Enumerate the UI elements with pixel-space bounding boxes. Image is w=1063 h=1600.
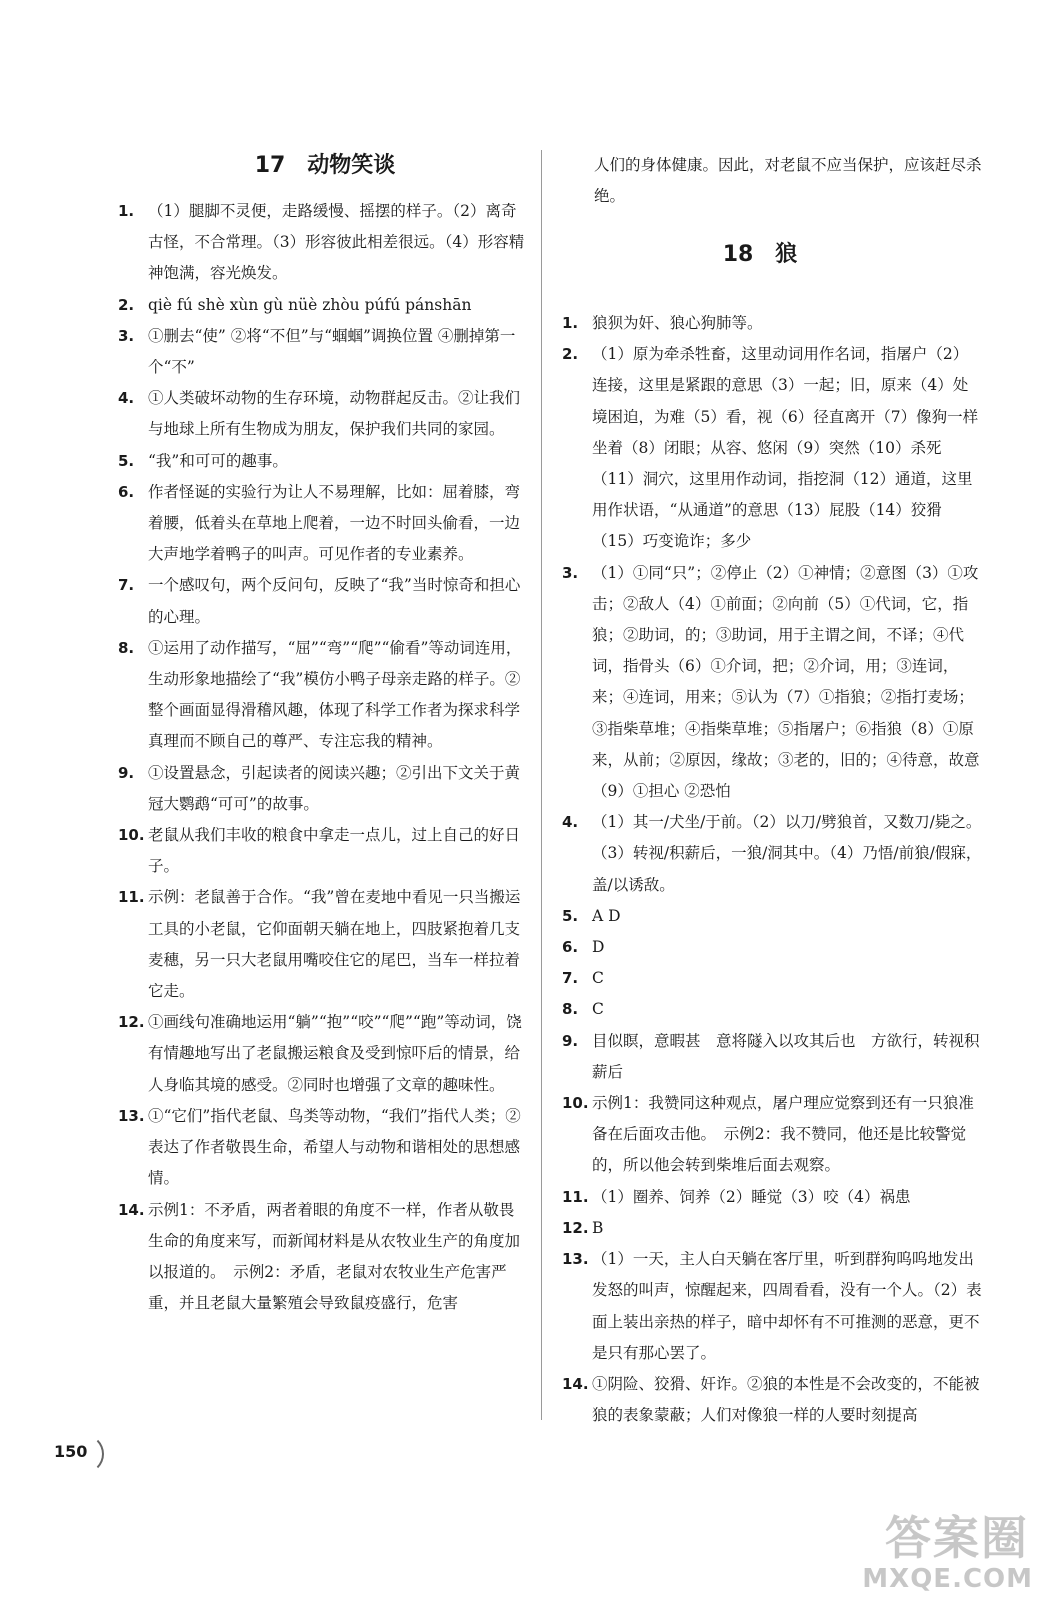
answer-number: 13. — [118, 1106, 145, 1125]
answer-item — [562, 339, 982, 557]
answer-number: 1. — [118, 202, 135, 220]
answer-text: D — [592, 938, 605, 957]
answer-number: 6. — [562, 938, 579, 957]
continued-text: 人们的身体健康。因此，对老鼠不应当保护，应该赶尽杀绝。 — [594, 156, 982, 206]
answer-number: 2. — [562, 345, 579, 364]
answer-item — [118, 1101, 528, 1195]
answer-text: （1）圈养、饲养（2）睡觉（3）咬（4）祸患 — [592, 1187, 911, 1206]
answer-text: A D — [592, 906, 621, 925]
answer-item — [562, 963, 982, 994]
answer-item — [562, 558, 982, 808]
answer-text: 老鼠从我们丰收的粮食中拿走一点儿，过上自己的好日子。 — [148, 826, 521, 876]
answer-item — [562, 932, 982, 963]
answer-number: 5. — [118, 451, 135, 470]
answer-item — [562, 1244, 982, 1369]
answer-item — [562, 308, 982, 339]
watermark-logo — [837, 1502, 1037, 1594]
answer-number: 6. — [118, 482, 135, 501]
answer-number: 14. — [118, 1200, 145, 1219]
answer-text: ①运用了动作描写，“屈”“弯”“爬”“偷看”等动词连用，生动形象地描绘了“我”模仿小鸭子母亲走路的样子。②整个画面显得滑稽风趣，体现了科学工作者为探求科学真理而不顾自己的尊严、专注忘我的精神。 — [148, 638, 522, 751]
answer-item — [562, 1182, 982, 1213]
answer-number: 11. — [562, 1187, 589, 1206]
answer-list-right — [562, 308, 982, 1431]
answer-item — [562, 901, 982, 932]
answer-text: ①“它们”指代老鼠、鸟类等动物，“我们”指代人类；②表达了作者敬畏生命，希望人与动物和谐相处的思想感情。 — [148, 1106, 521, 1188]
answer-item — [562, 807, 982, 901]
answer-text: C — [592, 969, 604, 988]
answer-text: ①人类破坏动物的生存环境，动物群起反击。②让我们与地球上所有生物成为朋友，保护我们共同的家园。 — [148, 389, 521, 439]
answer-text: （1）原为牵杀牲畜，这里动词用作名词，指屠户（2）连接，这里是紧跟的意思（3）一起；旧，原来（4）处境困迫，为难（5）看，视（6）径直离开（7）像狗一样坐着（8）闭眼；从容、悠闲（9）突然（10）杀死（11）洞穴，这里用作动词，指挖洞（12）通道，这里用作状语，“从通道”的意思（13）屁股（14）狡猾（15）巧变诡诈；多少 — [592, 345, 979, 551]
answer-number: 2. — [118, 295, 135, 314]
answer-text: （1）①同“只”；②停止（2）①神情；②意图（3）①攻击；②敌人（4）①前面；②向前（5）①代词，它，指狼；②助词，的；③助词，用于主谓之间，不译；④代词，指骨头（6）①介词，把；②介词，用；③连词，来；④连词，用来；⑤认为（7）①指狼；②指打麦场；③指柴草堆；④指柴草堆；⑤指屠户；⑥指狼（8）①原来，从前；②原因，缘故；③老的，旧的；④待意，故意（9）①担心 ②恐怕 — [592, 563, 980, 801]
answer-text: 狼狈为奸、狼心狗肺等。 — [592, 314, 763, 332]
answer-list-left — [118, 196, 528, 1319]
answer-number: 5. — [562, 906, 579, 925]
answer-number: 9. — [118, 763, 135, 782]
section-title-18: 18 狼 — [722, 242, 798, 267]
answer-number: 4. — [562, 813, 579, 832]
answer-number: 13. — [562, 1250, 589, 1269]
answer-item — [562, 1088, 982, 1182]
answer-text: 作者怪诞的实验行为让人不易理解，比如：屈着膝，弯着腰，低着头在草地上爬着，一边不时回头偷看，一边大声地学着鸭子的叫声。可见作者的专业素养。 — [148, 482, 521, 564]
answer-text: 示例1：我赞同这种观点，屠户理应觉察到还有一只狼准备在后面攻击他。 示例2：我不赞同，他还是比较警觉的，所以他会转到柴堆后面去观察。 — [592, 1094, 974, 1175]
answer-item — [118, 196, 528, 290]
answer-item — [118, 290, 528, 321]
answer-number: 8. — [562, 1000, 579, 1019]
answer-item — [118, 321, 528, 383]
answer-text: B — [592, 1218, 604, 1237]
page-number: 150 — [54, 1442, 88, 1461]
answer-item — [118, 383, 528, 445]
answer-text: ①删去“使” ②将“不但”与“蝈蝈”调换位置 ④删掉第一个“不” — [148, 326, 516, 377]
answer-item — [118, 1195, 528, 1320]
answer-item — [562, 1213, 982, 1244]
answer-item — [118, 477, 528, 571]
answer-text: 示例：老鼠善于合作。“我”曾在麦地中看见一只当搬运工具的小老鼠，它仰面朝天躺在地上，四肢紧抱着几支麦穗，另一只大老鼠用嘴咬住它的尾巴，当车一样拉着它走。 — [148, 888, 521, 1001]
answer-text: “我”和可可的趣事。 — [148, 451, 288, 470]
answer-number: 14. — [562, 1374, 589, 1393]
answer-number: 1. — [562, 314, 579, 332]
answer-item — [118, 882, 528, 1007]
answer-number: 4. — [118, 389, 135, 408]
answer-number: 11. — [118, 888, 145, 907]
answer-text: （1）一天，主人白天躺在客厅里，听到群狗呜呜地发出发怒的叫声，惊醒起来，四周看看，没有一个人。（2）表面上装出亲热的样子，暗中却怀有不可推测的恶意，更不是只有那心罢了。 — [592, 1250, 982, 1362]
answer-text: ①阴险、狡猾、奸诈。②狼的本性是不会改变的，不能被狼的表象蒙蔽；人们对像狼一样的人要时刻提高 — [592, 1374, 980, 1425]
answer-text: （1）其一/犬坐/于前。（2）以刀/劈狼首，又数刀/毙之。（3）转视/积薪后，一狼/洞其中。（4）乃悟/前狼/假寐，盖/以诱敌。 — [592, 813, 982, 894]
answer-item — [118, 820, 528, 882]
answer-number: 8. — [118, 638, 135, 657]
watermark-domain: MXQE.COM — [862, 1564, 1033, 1594]
answer-item — [562, 1369, 982, 1431]
answer-number: 10. — [118, 826, 145, 845]
answer-text: C — [592, 1000, 604, 1019]
answer-number: 12. — [562, 1218, 589, 1237]
answer-text: qiè fú shè xùn gù nüè zhòu púfú pánshān — [148, 295, 472, 314]
answer-text: 一个感叹句，两个反问句，反映了“我”当时惊奇和担心的心理。 — [148, 576, 521, 626]
answer-number: 10. — [562, 1094, 589, 1113]
answer-number: 3. — [118, 326, 135, 345]
answer-number: 9. — [562, 1031, 579, 1050]
column-divider — [541, 150, 542, 1420]
answer-item — [562, 1026, 982, 1088]
answer-text: ①设置悬念，引起读者的阅读兴趣；②引出下文关于黄冠大鹦鹉“可可”的故事。 — [148, 763, 521, 813]
section-title-17: 17 动物笑谈 — [254, 153, 396, 178]
answer-item — [118, 570, 528, 632]
answer-text: ①画线句准确地运用“躺”“抱”“咬”“爬”“跑”等动词，饶有情趣地写出了老鼠搬运粮食及受到惊吓后的情景，给人身临其境的感受。②同时也增强了文章的趣味性。 — [148, 1013, 522, 1094]
answer-text: 示例1：不矛盾，两者着眼的角度不一样，作者从敬畏生命的角度来写，而新闻材料是从农牧业生产的角度加以报道的。 示例2：矛盾，老鼠对农牧业生产危害严重，并且老鼠大量繁殖会导致鼠疫盛行，危害 — [148, 1200, 521, 1313]
answer-number: 7. — [118, 576, 135, 595]
answer-number: 7. — [562, 969, 579, 988]
answer-item — [118, 1007, 528, 1101]
answer-item — [118, 446, 528, 477]
answer-number: 12. — [118, 1013, 145, 1032]
answer-item — [118, 633, 528, 758]
answer-text: 目似瞑，意暇甚 意将隧入以攻其后也 方欲行，转视积薪后 — [592, 1031, 980, 1081]
answer-text: （1）腿脚不灵便，走路缓慢、摇摆的样子。（2）离奇古怪，不合常理。（3）形容彼此相差很远。（4）形容精神饱满，容光焕发。 — [148, 202, 525, 283]
answer-number: 3. — [562, 563, 579, 582]
answer-item — [118, 758, 528, 820]
answer-item — [562, 994, 982, 1025]
watermark-title: 答案圈 — [885, 1511, 1029, 1565]
